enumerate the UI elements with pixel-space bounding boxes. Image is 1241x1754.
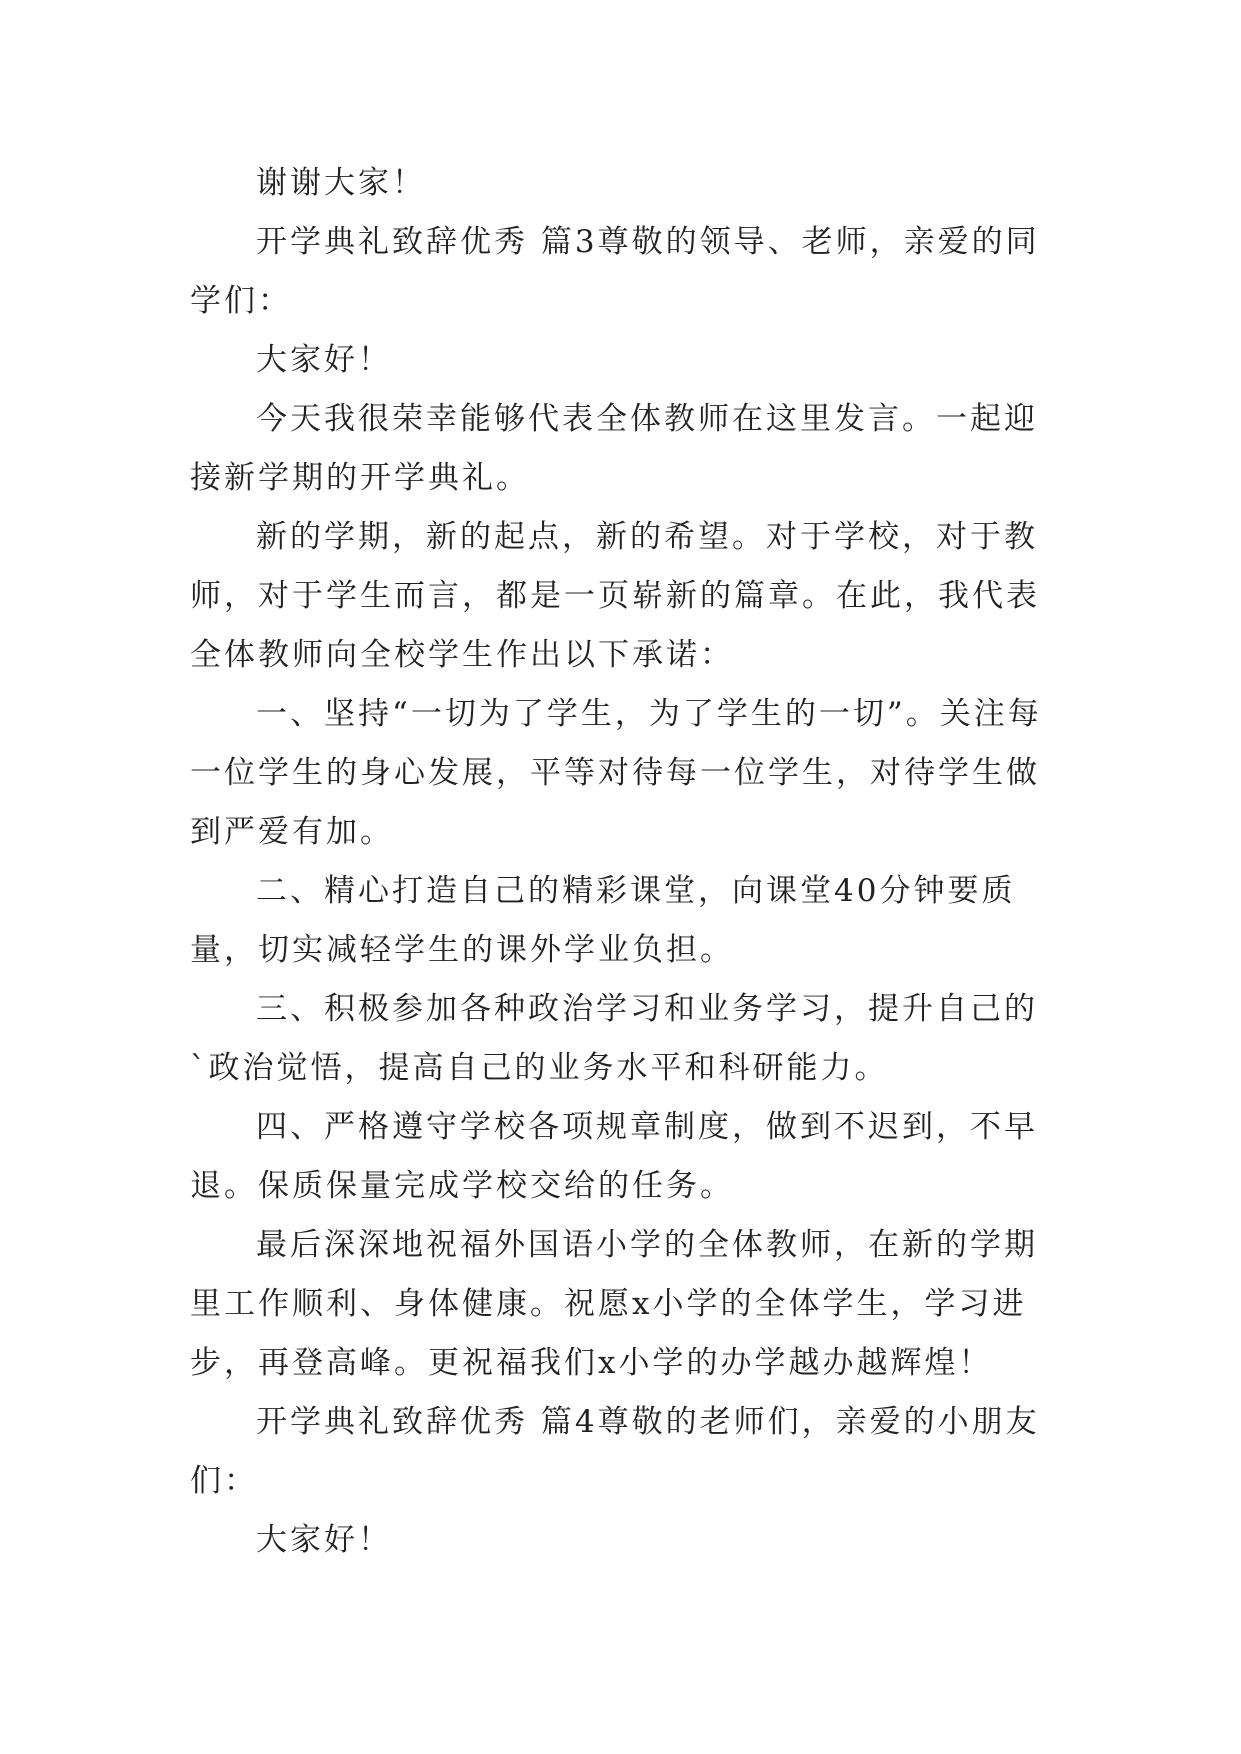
- paragraph-thanks: 谢谢大家！: [256, 165, 426, 201]
- paragraph-intro: 今天我很荣幸能够代表全体教师在这里发言。一起迎接新学期的开学典礼。: [190, 401, 1038, 496]
- paragraph-promise-4: 四、严格遵守学校各项规章制度，做到不迟到，不早退。保质保量完成学校交给的任务。: [190, 1109, 1038, 1204]
- paragraph-closing-wishes: 最后深深地祝福外国语小学的全体教师，在新的学期里工作顺利、身体健康。祝愿x小学的全体学生，学习进步，再登高峰。更祝福我们x小学的办学越办越辉煌！: [190, 1227, 1038, 1381]
- paragraph-speech3-heading: 开学典礼致辞优秀 篇3尊敬的领导、老师，亲爱的同学们：: [190, 224, 1040, 319]
- paragraph-promise-3: 三、积极参加各种政治学习和业务学习，提升自己的`政治觉悟，提高自己的业务水平和科研能力。: [190, 991, 1038, 1086]
- document-body: [190, 154, 1050, 1570]
- paragraph-promise-2: 二、精心打造自己的精彩课堂，向课堂40分钟要质量，切实减轻学生的课外学业负担。: [190, 873, 1016, 968]
- paragraph-greeting-2: 大家好！: [256, 1522, 392, 1558]
- paragraph-greeting: 大家好！: [256, 342, 392, 378]
- paragraph-new-semester: 新的学期，新的起点，新的希望。对于学校，对于教师，对于学生而言，都是一页崭新的篇章。在此，我代表全体教师向全校学生作出以下承诺：: [190, 519, 1040, 673]
- paragraph-speech4-heading: 开学典礼致辞优秀 篇4尊敬的老师们，亲爱的小朋友们：: [190, 1404, 1040, 1499]
- paragraph-promise-1: 一、坚持“一切为了学生，为了学生的一切”。关注每一位学生的身心发展，平等对待每一位学生，对待学生做到严爱有加。: [190, 696, 1042, 850]
